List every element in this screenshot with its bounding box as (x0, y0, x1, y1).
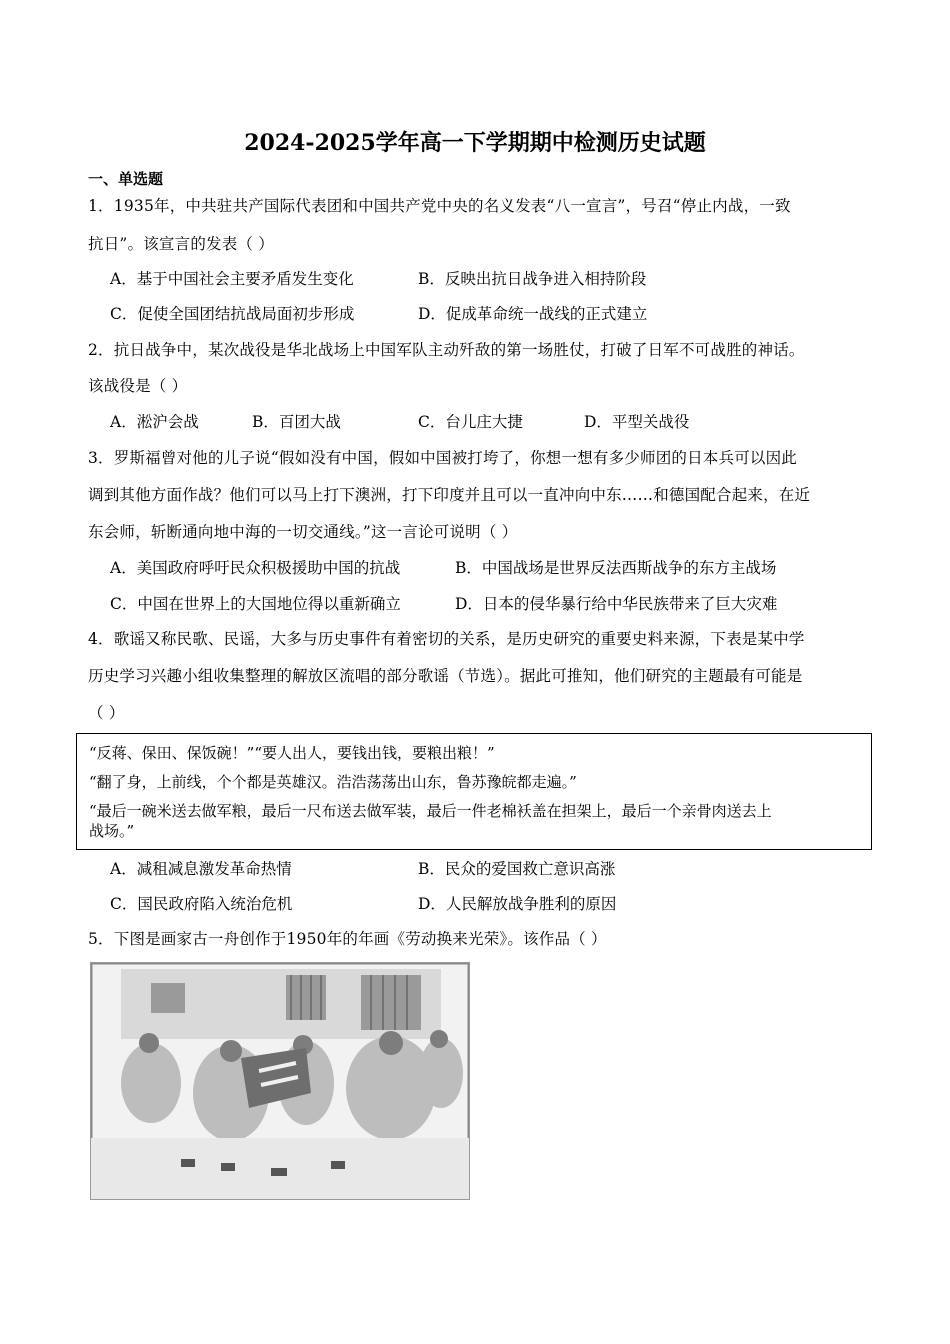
question-1-option-b[interactable]: B．反映出抗日战争进入相持阶段 (418, 270, 647, 288)
question-4-line-2: 历史学习兴趣小组收集整理的解放区流唱的部分歌谣（节选）。据此可推知，他们研究的主题最有可能是 (88, 667, 803, 685)
question-2-option-a[interactable]: A．淞沪会战 (110, 413, 199, 431)
question-1-option-a[interactable]: A．基于中国社会主要矛盾发生变化 (110, 270, 354, 288)
painting-illustration (91, 963, 469, 1199)
question-4-option-b[interactable]: B．民众的爱国救亡意识高涨 (418, 860, 616, 878)
ballad-quote-box (76, 733, 872, 850)
question-1-line-1: 1．1935年，中共驻共产国际代表团和中国共产党中央的名义发表“八一宣言”，号召“停止内战，一致 (88, 197, 791, 215)
ballad-line-3-cont: 战场。” (89, 822, 135, 840)
question-1-option-c[interactable]: C．促使全国团结抗战局面初步形成 (110, 305, 355, 323)
question-3-option-a[interactable]: A．美国政府呼吁民众积极援助中国的抗战 (110, 559, 401, 577)
question-5-line-1: 5．下图是画家古一舟创作于1950年的年画《劳动换来光荣》。该作品（ ） (88, 930, 607, 948)
question-4-option-c[interactable]: C．国民政府陷入统治危机 (110, 895, 293, 913)
question-4-line-3: （ ） (88, 704, 125, 722)
ballad-line-1: “反蒋、保田、保饭碗！”“要人出人，要钱出钱，要粮出粮！” (89, 744, 495, 762)
question-3-option-d[interactable]: D．日本的侵华暴行给中华民族带来了巨大灾难 (455, 595, 778, 613)
question-3-line-2: 调到其他方面作战？他们可以马上打下澳洲，打下印度并且可以一直冲向中东……和德国配合起来，在近 (88, 486, 811, 504)
new-year-painting-image (90, 962, 470, 1200)
question-2-option-d[interactable]: D．平型关战役 (584, 413, 690, 431)
question-1-option-d[interactable]: D．促成革命统一战线的正式建立 (418, 305, 648, 323)
question-2-line-1: 2．抗日战争中，某次战役是华北战场上中国军队主动歼敌的第一场胜仗，打破了日军不可战胜的神话。 (88, 341, 805, 359)
question-4-option-d[interactable]: D．人民解放战争胜利的原因 (418, 895, 617, 913)
ballad-line-2: “翻了身，上前线，个个都是英雄汉。浩浩荡荡出山东，鲁苏豫皖都走遍。” (89, 773, 577, 791)
question-2-option-b[interactable]: B．百团大战 (252, 413, 341, 431)
question-2-line-2: 该战役是（ ） (88, 377, 188, 395)
question-3-line-3: 东会师，斩断通向地中海的一切交通线。”这一言论可说明（ ） (88, 523, 518, 541)
question-4-option-a[interactable]: A．减租减息激发革命热情 (110, 860, 292, 878)
question-3-line-1: 3．罗斯福曾对他的儿子说“假如没有中国，假如中国被打垮了，你想一想有多少师团的日本兵可以因此 (88, 449, 797, 467)
question-1-line-2: 抗日”。该宣言的发表（ ） (88, 235, 274, 253)
ballad-line-3: “最后一碗米送去做军粮，最后一尺布送去做军装，最后一件老棉袄盖在担架上，最后一个亲骨肉送去上 (89, 802, 772, 820)
question-4-line-1: 4．歌谣又称民歌、民谣，大多与历史事件有着密切的关系，是历史研究的重要史料来源，下表是某中学 (88, 630, 805, 648)
question-3-option-c[interactable]: C．中国在世界上的大国地位得以重新确立 (110, 595, 401, 613)
question-2-option-c[interactable]: C．台儿庄大捷 (418, 413, 523, 431)
section-heading: 一、单选题 (88, 170, 164, 188)
page-title: 2024-2025学年高一下学期期中检测历史试题 (244, 130, 706, 156)
question-3-option-b[interactable]: B．中国战场是世界反法西斯战争的东方主战场 (455, 559, 777, 577)
